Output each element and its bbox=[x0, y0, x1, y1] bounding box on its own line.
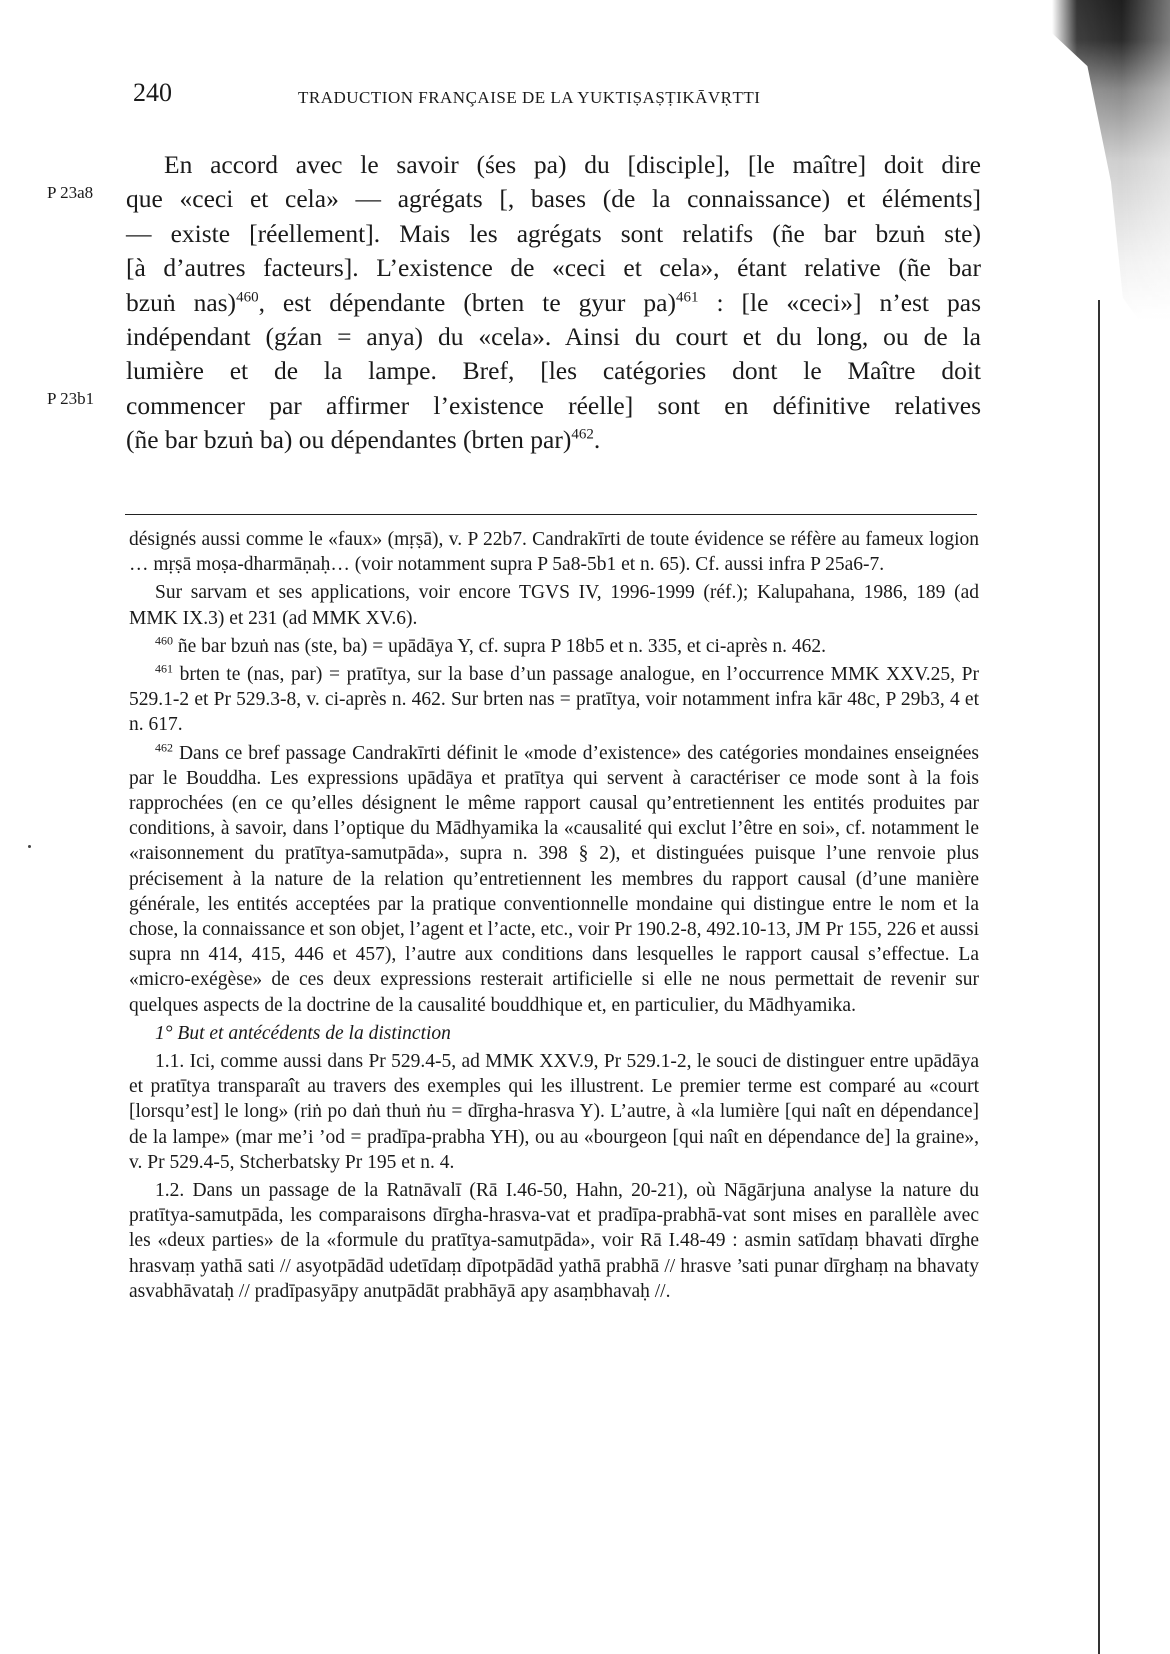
footnote-461 bbox=[129, 662, 979, 738]
margin-ref-p23a8: P 23a8 bbox=[47, 183, 94, 202]
main-line: [à d’autres facteurs]. L’existence de «ceci et cela», étant relative (ñe bar bbox=[126, 253, 981, 283]
main-line: — existe [réellement]. Mais les agrégats sont relatifs (ñe bar bzuṅ ste) bbox=[126, 218, 981, 248]
footnote-heading: 1° But et antécédents de la distinction bbox=[155, 1022, 451, 1044]
footnote-ref-461: 461 bbox=[675, 289, 699, 306]
main-line: commencer par affirmer l’existence réelle] sont en définitive relatives bbox=[126, 390, 981, 420]
scan-edge-line bbox=[1098, 300, 1100, 1654]
footnote-text: brten te (nas, par) = pratītya, sur la base d’un passage analogue, en l’occurrence MMK XXV.25, Pr 529.1-2 et Pr 529.3-8, v. ci-après n. 462. Sur brten nas = pratītya, voir notamment infra kār 48c, P 29b3, 4 et n. 617. bbox=[129, 664, 979, 736]
footnote-number: 462 bbox=[155, 740, 173, 755]
footnote-460 bbox=[129, 634, 979, 659]
footnote-462 bbox=[129, 741, 979, 1018]
main-line-part: : [le «ceci»] n’est pas bbox=[698, 287, 982, 317]
running-title: TRADUCTION FRANÇAISE DE LA YUKTIṢAṢṬIKĀVṚTTI bbox=[298, 88, 761, 107]
footnote-sarvam: Sur sarvam et ses applications, voir encore TGVS IV, 1996-1999 (réf.); Kalupahana, 1986, 189 (ad MMK IX.3) et 231 (ad MMK XV.6). bbox=[129, 582, 979, 629]
footnote-paragraph-1-1: 1.1. Ici, comme aussi dans Pr 529.4-5, ad MMK XXV.9, Pr 529.1-2, le souci de distinguer entre upādāya et pratītya transparaît au travers des exemples qui les illustrent. Le premier terme est comparé au «court [lorsqu’est] le long» (riṅ po daṅ thuṅ ṅu = dīrgha-hrasva Y). L’autre, à «la lumière [qui naît en dépendance] de la lampe» (mar me’i ’od = pradīpa-prabha YH), ou au «bourgeon [qui naît en dépendance de] la graine», v. Pr 529.4-5, Stcherbatsky Pr 195 et n. 4. bbox=[129, 1051, 979, 1173]
main-line: En accord avec le savoir (śes pa) du [disciple], [le maître] doit dire bbox=[164, 150, 981, 179]
main-line: indépendant (gźan = anya) du «cela». Ainsi du court et du long, ou de la bbox=[126, 322, 981, 352]
footnote-ref-462: 462 bbox=[571, 426, 594, 443]
page-number: 240 bbox=[133, 78, 172, 107]
footnote-rule bbox=[125, 514, 977, 515]
footnote-ref-460: 460 bbox=[236, 289, 259, 306]
footnote-text: Dans ce bref passage Candrakīrti définit le «mode d’existence» des catégories mondaines enseignées par le Bouddha. Les expressions upādāya et pratītya qui servent à caractériser ce mode sont à la fois rapprochées (en ce qu’elles désignent le même rapport causal qu’entretiennent les entités produites par conditions, à savoir, dans l’optique du Mādhyamika la «causalité qui exclut l’être en soi», cf. notamment le «raisonnement du pratītya-samutpāda», supra n. 398 § 2), et distinguées puisque l’une renvoie plus précisement à la nature de la relation qu’entretiennent les membres du rapport causal (d’une manière générale, les entités acceptées par la pratique conventionnelle mondaine qui distingue entre le nom et la chose, la connaissance et son objet, l’agent et l’acte, etc., voir Pr 190.2-8, 492.10-13, JM Pr 155, 226 et aussi supra nn 414, 415, 446 et 457), l’autre aux conditions dans lesquelles le rapport causal s’effectue. La «micro-exégèse» de ces deux expressions resterait artificielle si elle ne nous permettait de revenir sur quelques aspects de la doctrine de la causalité bouddhique et, en particulier, du Mādhyamika. bbox=[129, 742, 979, 1016]
main-line bbox=[126, 423, 981, 457]
footnote-number: 461 bbox=[155, 661, 173, 676]
margin-ref-p23b1: P 23b1 bbox=[47, 389, 95, 408]
main-line-part: . bbox=[593, 425, 601, 455]
footnote-text: ñe bar bzuṅ nas (ste, ba) = upādāya Y, cf. supra P 18b5 et n. 335, et ci-après n. 462. bbox=[173, 635, 827, 657]
scan-speck bbox=[28, 845, 31, 848]
main-line-part: (ñe bar bzuṅ ba) ou dépendantes (brten par) bbox=[126, 425, 572, 455]
main-line: lumière et de la lampe. Bref, [les catégories dont le Maître doit bbox=[126, 356, 981, 386]
main-line bbox=[126, 286, 981, 320]
footnote-number: 460 bbox=[155, 633, 173, 648]
footnote-continuation: désignés aussi comme le «faux» (mṛṣā), v. P 22b7. Candrakīrti de toute évidence se réfère au fameux logion … mṛṣā moṣa-dharmāṇaḥ… (voir notamment supra P 5a8-5b1 et n. 65). Cf. aussi infra P 25a6-7. bbox=[129, 529, 979, 576]
main-line: que «ceci et cela» — agrégats [, bases (de la connaissance) et éléments] bbox=[126, 184, 981, 214]
scan-edge-shadow bbox=[1052, 0, 1170, 1654]
footnote-paragraph-1-2: 1.2. Dans un passage de la Ratnāvalī (Rā I.46-50, Hahn, 20-21), où Nāgārjuna analyse la nature du pratītya-samutpāda, les comparaisons dīrgha-hrasva-vat et pradīpa-prabhā-vat sont mises en parallèle avec les «deux parties» de la «formule du pratītya-samutpāda», voir Rā I.48-49 : asmin satīdaṃ bhavati dīrghe hrasvaṃ yathā sati // asyotpādād udetīdaṃ dīpotpādād yathā prabhā // hrasve ’sati punar dīrghaṃ na bhavaty asvabhāvataḥ // pradīpasyāpy anutpādāt prabhāyā apy asaṃbhavaḥ //. bbox=[129, 1180, 979, 1302]
main-line-part: , est dépendante (brten te gyur pa) bbox=[258, 287, 676, 317]
footnotes bbox=[129, 527, 979, 1307]
main-text bbox=[126, 148, 981, 458]
main-line-part: bzuṅ nas) bbox=[126, 287, 237, 317]
